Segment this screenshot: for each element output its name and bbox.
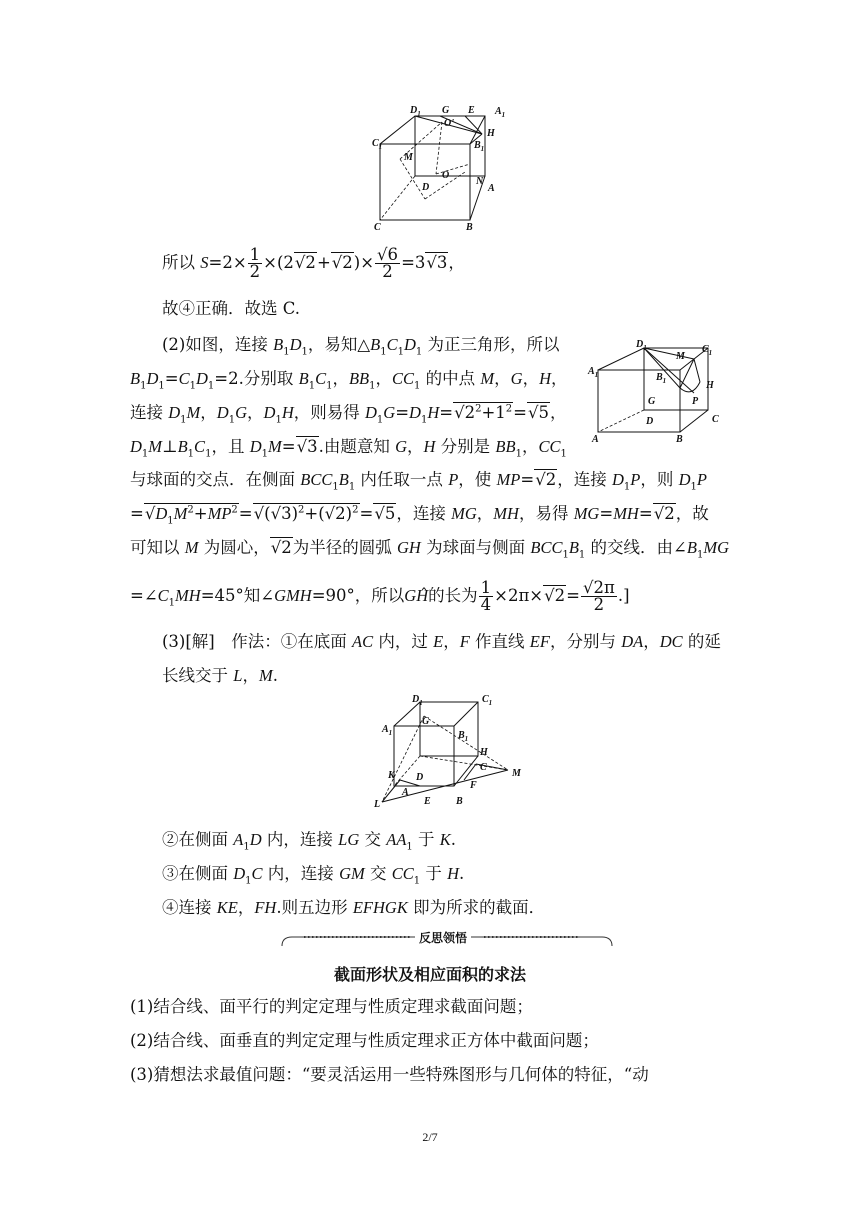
figure-label-m: M — [512, 768, 521, 779]
figure-label-a: A — [402, 787, 409, 798]
figure-label-h: H — [487, 128, 495, 139]
figure-label-f: F — [470, 780, 477, 791]
step-3: ③在侧面 $D_1C$ 内，连接 GM 交 $CC_1$ 于 H. — [162, 864, 465, 887]
figure-label-n: N — [476, 176, 484, 187]
solution-2-line-7: 可知以 M 为圆心，√2为半径的圆弧 GH 为球面与侧面 $BCC_1B_1$ 的交线．由$\angle B_1MG$ — [130, 538, 730, 561]
figure-cube-2 — [584, 338, 724, 446]
figure-label-e: E — [468, 105, 475, 116]
figure-label-a: A — [488, 183, 495, 194]
page-number: 2/7 — [422, 1130, 438, 1144]
solution-2-line-8: $=\angle C_1MH=45^\circ$知∠GMH=90°，所以GĤ的长为 $\frac{1}{4}$ ×2π×√2= $\frac{√2\pi}{2}$ .] — [130, 578, 630, 614]
figure-label-b: B — [456, 796, 463, 807]
section-heading: 截面形状及相应面积的求法 — [333, 965, 526, 984]
figure-label-b1: $B_1$ — [474, 140, 485, 153]
figure-label-o: O' — [444, 118, 454, 129]
figure-label-l: L — [374, 799, 381, 810]
figure-label-c1: $C_1$ — [702, 344, 713, 357]
figure-label-d: D — [646, 416, 654, 427]
method-item-2: (2)结合线、面垂直的判定定理与性质定理求正方体中截面问题； — [130, 1031, 599, 1050]
figure-label-a: A — [592, 434, 599, 445]
figure-label-h: H — [480, 747, 488, 758]
figure-label-c1: $C_1$ — [372, 138, 383, 151]
figure-cube-3 — [372, 694, 524, 810]
figure-label-a1: $A_1$ — [382, 724, 393, 737]
figure-label-b: B — [466, 222, 473, 233]
figure-label-d1: $D_1$ — [412, 694, 423, 707]
figure-label-a1: $A_1$ — [588, 366, 599, 379]
figure-label-b: B — [676, 434, 683, 445]
figure-label-d1: $D_1$ — [410, 105, 421, 118]
figure-label-c: C — [712, 414, 719, 425]
figure-label-b1: $B_1$ — [458, 730, 469, 743]
figure-label-h: H — [706, 380, 714, 391]
method-item-1: (1)结合线、面平行的判定定理与性质定理求截面问题； — [130, 997, 533, 1016]
solution-3-line-2: 长线交于 L，M. — [162, 666, 278, 685]
figure-label-b1: $B_1$ — [656, 372, 667, 385]
conclusion-text: 故④正确．故选 C. — [162, 299, 301, 318]
figure-label-m: M — [676, 351, 685, 362]
banner-label: 反思领悟 — [415, 929, 471, 946]
figure-label-a1: $A_1$ — [495, 106, 506, 119]
figure-label-c: C — [374, 222, 381, 233]
solution-2-line-6: $=√D_1M^2+MP^2=√(√3)^2+(√2)^2=√5$，连接 MG，MH，易得 MG=MH=√2，故 — [130, 504, 709, 527]
figure-label-e: E — [424, 796, 431, 807]
solution-3-line-1: (3)[解] 作法：①在底面 AC 内，过 E，F 作直线 EF，分别与 DA，DC 的延 — [162, 632, 721, 651]
figure-label-c1: $C_1$ — [482, 694, 493, 707]
figure-label-g: G — [442, 105, 450, 116]
solution-2-line-4: $D_1M\perp B_1C_1$，且 $D_1M=√3$.由题意知 G，H 分别是 $BB_1$，$CC_1$ — [130, 437, 567, 460]
figure-label-d: D — [416, 772, 424, 783]
area-formula: 所以 S=2× $\frac{1}{2}$ ×(2√2+√2)× $\frac{√6}{2}$ =3√3， — [162, 245, 465, 281]
figure-label-g: G — [422, 716, 430, 727]
figure-label-g: G — [648, 396, 656, 407]
figure-label-o: O — [442, 170, 450, 181]
figure-label-k: K — [388, 770, 395, 781]
solution-2-line-3: 连接 $D_1M$，$D_1G$，$D_1H$，则易得 $D_1G=D_1H=√2^2+1^2=√5$， — [130, 403, 567, 426]
method-item-3: (3)猜想法求最值问题：“要灵活运用一些特殊图形与几何体的特征，“动 — [130, 1065, 649, 1084]
solution-2-line-5: 与球面的交点．在侧面 $BCC_1B_1$ 内任取一点 P，使 MP=√2，连接 $D_1P$，则 $D_1P$ — [130, 470, 707, 493]
figure-label-m: M — [404, 152, 413, 163]
solution-2-line-1: (2)如图，连接 $B_1D_1$，易知$\triangle B_1C_1D_1$ 为正三角形，所以 — [162, 335, 560, 358]
figure-label-p: P — [692, 396, 699, 407]
step-2: ②在侧面 $A_1D$ 内，连接 LG 交 $AA_1$ 于 K. — [162, 830, 457, 853]
figure-label-d: D — [422, 182, 430, 193]
figure-label-d1: $D_1$ — [636, 339, 647, 352]
figure-label-c: C — [480, 762, 487, 773]
figure-cube-1 — [370, 104, 520, 234]
step-4: ④连接 KE，FH.则五边形 EFHGK 即为所求的截面． — [162, 898, 546, 917]
solution-2-line-2: $B_1D_1=C_1D_1=2$.分别取 $B_1C_1$，$BB_1$，$CC_1$ 的中点 M，G，H， — [130, 369, 568, 392]
